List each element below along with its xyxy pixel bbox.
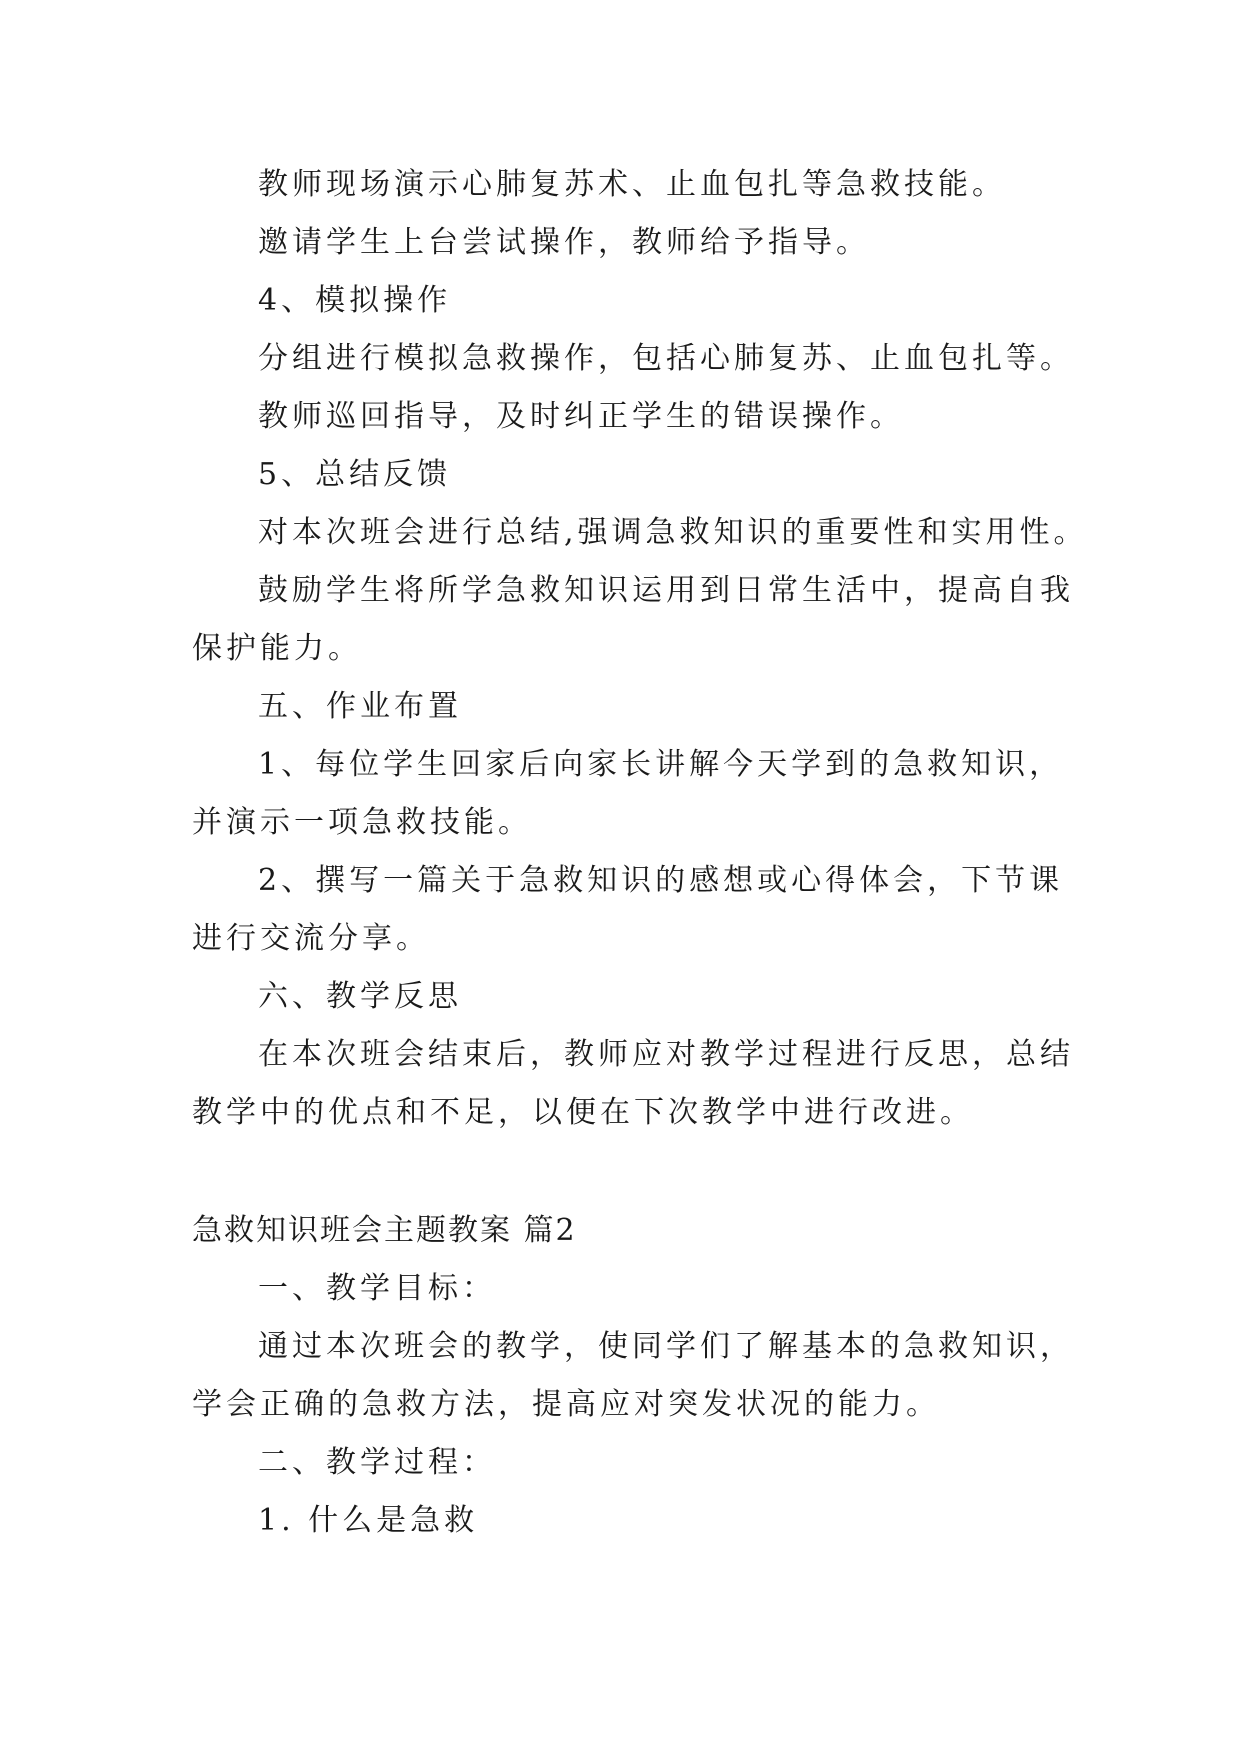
section-heading: 一、教学目标： (258, 1271, 496, 1306)
section-heading: 4、模拟操作 (258, 283, 452, 318)
paragraph-line: 教学中的优点和不足，以便在下次教学中进行改进。 (192, 1095, 974, 1130)
paragraph-line: 学会正确的急救方法，提高应对突发状况的能力。 (192, 1387, 940, 1422)
paragraph-line: 教师现场演示心肺复苏术、止血包扎等急救技能。 (258, 167, 1006, 202)
paragraph-line: 分组进行模拟急救操作，包括心肺复苏、止血包扎等。 (258, 341, 1074, 376)
paragraph-line: 通过本次班会的教学，使同学们了解基本的急救知识， (258, 1329, 1074, 1364)
section-heading: 五、作业布置 (258, 689, 462, 724)
paragraph-line: 邀请学生上台尝试操作，教师给予指导。 (258, 225, 870, 260)
section-heading: 1. 什么是急救 (258, 1503, 479, 1538)
paragraph-line: 教师巡回指导，及时纠正学生的错误操作。 (258, 399, 904, 434)
paragraph-line: 在本次班会结束后，教师应对教学过程进行反思，总结 (258, 1037, 1074, 1072)
paragraph-line: 1、每位学生回家后向家长讲解今天学到的急救知识， (258, 747, 1064, 782)
paragraph-line: 并演示一项急救技能。 (192, 805, 532, 840)
paragraph-line: 保护能力。 (192, 631, 362, 666)
document-title: 急救知识班会主题教案 篇2 (192, 1213, 577, 1248)
section-heading: 六、教学反思 (258, 979, 462, 1014)
paragraph-line: 2、撰写一篇关于急救知识的感想或心得体会，下节课 (258, 863, 1064, 898)
section-heading: 5、总结反馈 (258, 457, 452, 492)
section-heading: 二、教学过程： (258, 1445, 496, 1480)
paragraph-line: 进行交流分享。 (192, 921, 430, 956)
paragraph-line: 鼓励学生将所学急救知识运用到日常生活中，提高自我 (258, 573, 1074, 608)
paragraph-line: 对本次班会进行总结,强调急救知识的重要性和实用性。 (258, 515, 1088, 550)
